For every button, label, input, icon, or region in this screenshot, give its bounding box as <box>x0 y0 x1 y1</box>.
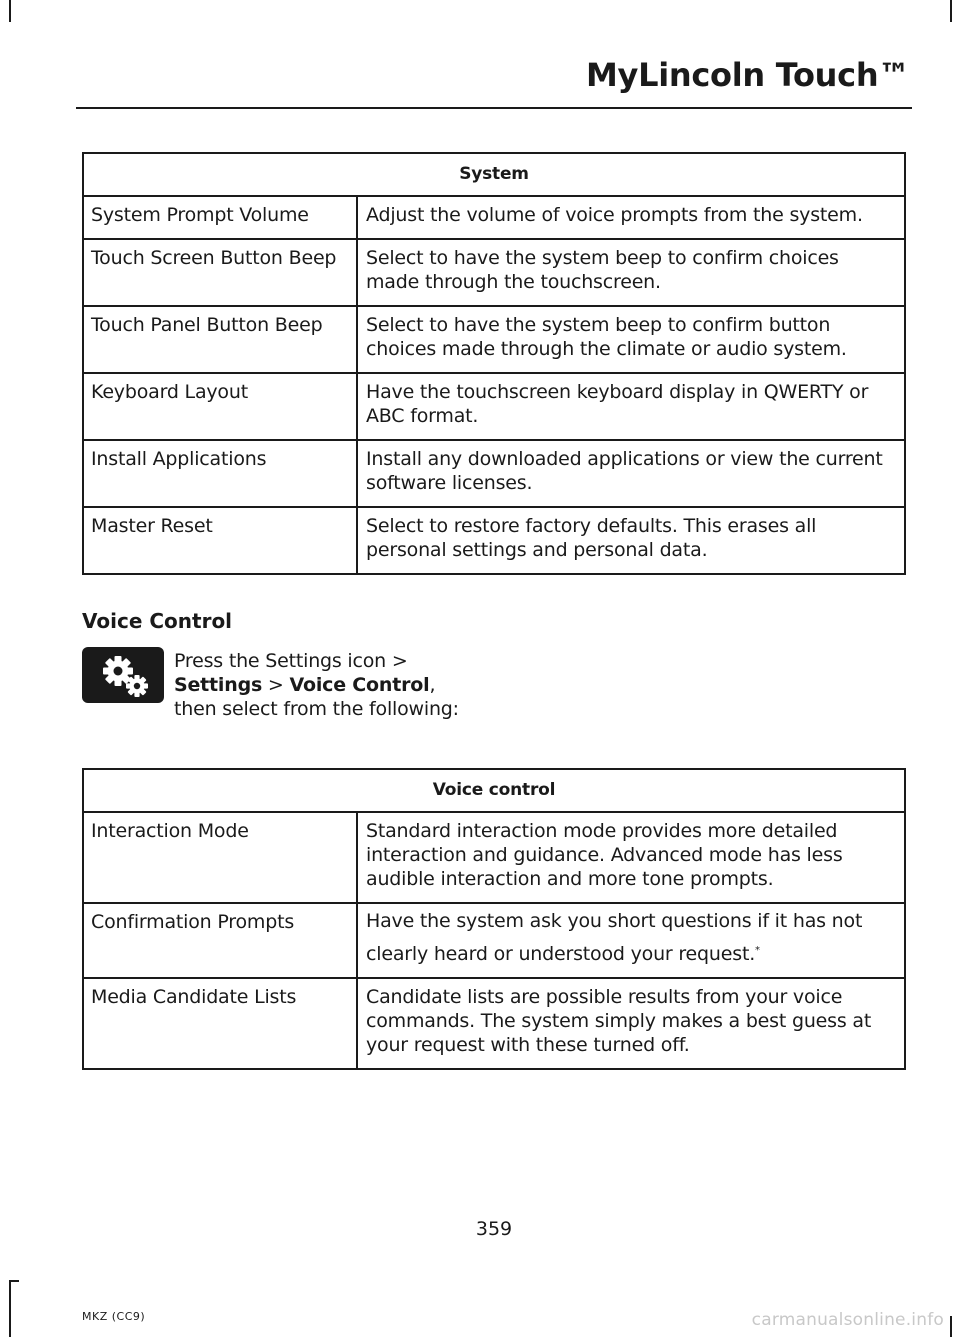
intro-text-after: , then select from the following: <box>174 674 459 720</box>
setting-name: Touch Screen Button Beep <box>83 239 357 306</box>
crop-mark-top-right <box>950 0 952 22</box>
setting-name: Media Candidate Lists <box>83 978 357 1069</box>
table-row <box>83 373 905 440</box>
setting-description: Standard interaction mode provides more detailed interaction and guidance. Advanced mode has less audible interaction and more tone prompts. <box>357 812 905 903</box>
voice-control-table <box>82 768 906 1070</box>
settings-menu-label: Settings <box>174 674 263 696</box>
setting-name: Touch Panel Button Beep <box>83 306 357 373</box>
voice-control-menu-label: Voice Control <box>289 674 430 696</box>
table-row <box>83 239 905 306</box>
table-caption: System <box>83 153 905 196</box>
setting-name: Install Applications <box>83 440 357 507</box>
table-row <box>83 812 905 903</box>
setting-description: Install any downloaded applications or view the current software licenses. <box>357 440 905 507</box>
system-settings-table <box>82 152 906 575</box>
section-heading: Voice Control <box>82 609 233 633</box>
table-row <box>83 507 905 574</box>
table-row <box>83 196 905 239</box>
setting-name: System Prompt Volume <box>83 196 357 239</box>
setting-description: Have the touchscreen keyboard display in QWERTY or ABC format. <box>357 373 905 440</box>
crop-mark-bottom-left <box>9 1280 11 1337</box>
setting-description: Have the system ask you short questions if it has not clearly heard or understood your request. <box>366 910 863 965</box>
setting-description: Candidate lists are possible results from your voice commands. The system simply makes a best guess at your request with these turned off. <box>357 978 905 1069</box>
header-divider <box>76 107 912 109</box>
crop-mark-bottom-left-corner <box>9 1280 19 1282</box>
watermark: carmanualsonline.info <box>751 1310 944 1330</box>
setting-name: Confirmation Prompts <box>83 903 357 978</box>
setting-name: Keyboard Layout <box>83 373 357 440</box>
voice-control-instructions <box>82 649 482 721</box>
crop-mark-bottom-right <box>950 1316 952 1337</box>
table-caption: Voice control <box>83 769 905 812</box>
setting-description: Select to have the system beep to confirm button choices made through the climate or audio system. <box>357 306 905 373</box>
setting-description: Adjust the volume of voice prompts from the system. <box>357 196 905 239</box>
table-row <box>83 978 905 1069</box>
setting-name: Interaction Mode <box>83 812 357 903</box>
table-row <box>83 440 905 507</box>
setting-name: Master Reset <box>83 507 357 574</box>
intro-text-before: Press the Settings icon > <box>174 650 408 672</box>
page-number: 359 <box>475 1218 513 1240</box>
setting-description: Select to restore factory defaults. This erases all personal settings and personal data. <box>357 507 905 574</box>
table-row <box>83 306 905 373</box>
setting-description: Select to have the system beep to confirm choices made through the touchscreen. <box>357 239 905 306</box>
footnote-marker: * <box>755 945 760 956</box>
setting-description-cell <box>357 903 905 978</box>
crop-mark-top-left <box>9 0 11 22</box>
intro-separator: > <box>262 674 290 696</box>
page-title: MyLincoln Touch™ <box>586 56 910 94</box>
table-row <box>83 903 905 978</box>
model-code: MKZ (CC9) <box>82 1310 146 1323</box>
